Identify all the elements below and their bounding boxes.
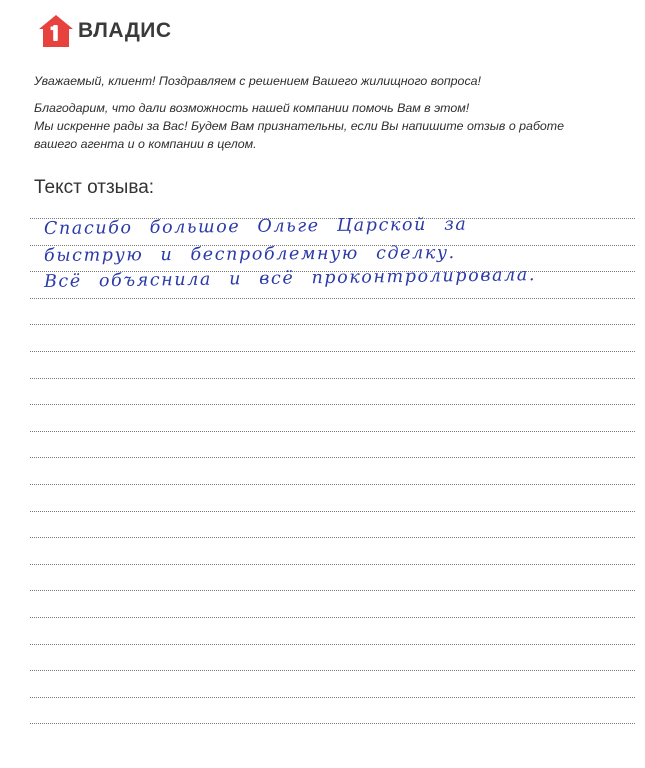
ruled-line	[30, 617, 635, 618]
handwritten-line: Всё объяснила и всё проконтролировала.	[43, 265, 537, 292]
ruled-line	[30, 564, 635, 565]
handwritten-line: Спасибо большое Ольге Царской за	[43, 214, 468, 239]
review-heading: Текст отзыва:	[34, 177, 155, 198]
ruled-line	[30, 590, 635, 591]
ruled-line	[30, 298, 635, 299]
ruled-line	[30, 324, 635, 325]
intro-text	[34, 72, 624, 153]
thanks-line: Благодарим, что дали возможность нашей компании помочь Вам в этом!	[34, 101, 470, 115]
ruled-line	[30, 511, 635, 512]
handwritten-line: быструю и беспроблемную сделку.	[43, 242, 456, 266]
ruled-line	[30, 697, 635, 698]
greeting-line: Уважаемый, клиент! Поздравляем с решением Вашего жилищного вопроса!	[34, 74, 481, 88]
request-line: Мы искренне рады за Вас! Будем Вам признательны, если Вы напишите отзыв о работе	[34, 119, 565, 133]
ruled-line	[30, 431, 635, 432]
ruled-line	[30, 670, 635, 671]
ruled-line	[30, 484, 635, 485]
house-key-icon	[38, 14, 74, 48]
request-line-continued: вашего агента и о компании в целом.	[34, 137, 257, 151]
ruled-line	[30, 644, 635, 645]
handwritten-review	[44, 216, 604, 296]
ruled-line	[30, 723, 635, 724]
ruled-line	[30, 537, 635, 538]
brand-logo	[38, 14, 172, 48]
ruled-lines	[30, 218, 635, 750]
ruled-line	[30, 404, 635, 405]
brand-name: ВЛАДИС	[78, 19, 172, 42]
ruled-line	[30, 378, 635, 379]
ruled-line	[30, 351, 635, 352]
ruled-line	[30, 457, 635, 458]
